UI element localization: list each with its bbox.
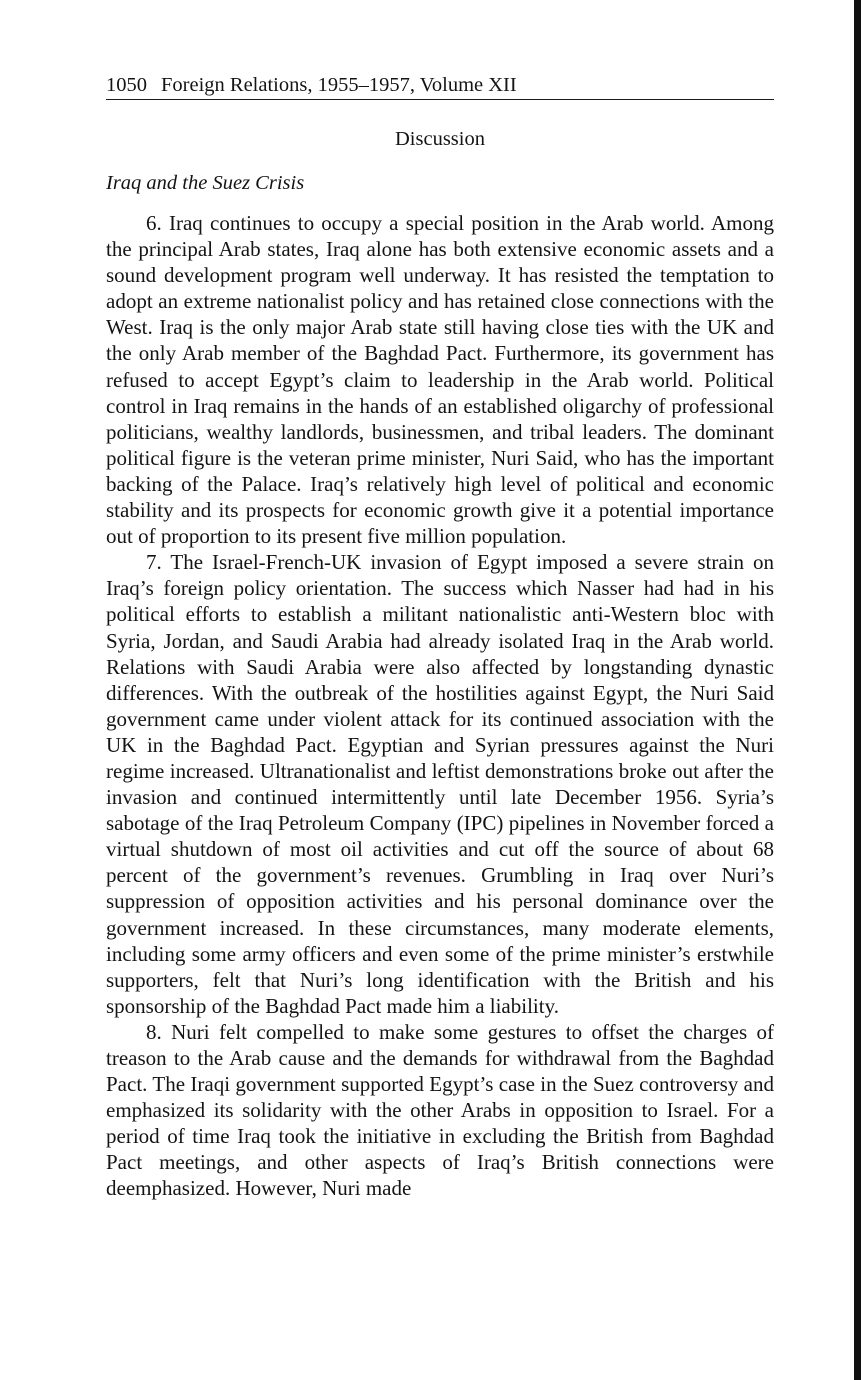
section-title: Discussion (395, 128, 485, 150)
running-header (106, 72, 774, 100)
subheading: Iraq and the Suez Crisis (106, 172, 305, 194)
page-number: 1050 (106, 74, 147, 96)
body-text (106, 210, 774, 1202)
paragraph-6: 6. Iraq continues to occupy a special position in the Arab world. Among the principal Arab states, Iraq alone has both extensive economic assets and a sound development program well underway. It has resisted the temptation to adopt an extreme nationalist policy and has retained close connections with the West. Iraq is the only major Arab state still having close ties with the UK and the only Arab member of the Baghdad Pact. Furthermore, its government has refused to accept Egypt’s claim to leadership in the Arab world. Political control in Iraq remains in the hands of an established oligarchy of professional politicians, wealthy landlords, businessmen, and tribal leaders. The dominant political figure is the veteran prime minister, Nuri Said, who has the important backing of the Palace. Iraq’s relatively high level of political and economic stability and its prospects for economic growth give it a potential importance out of proportion to its present five million population. (106, 211, 774, 549)
paragraph-8: 8. Nuri felt compelled to make some gestures to offset the charges of treason to the Arab cause and the demands for withdrawal from the Baghdad Pact. The Iraqi government supported Egypt’s case in the Suez controversy and emphasized its solidarity with the other Arabs in opposition to Israel. For a period of time Iraq took the initiative in excluding the British from Baghdad Pact meetings, and other aspects of Iraq’s British connections were deemphasized. However, Nuri made (106, 1019, 774, 1201)
paragraph-7: 7. The Israel-French-UK invasion of Egypt imposed a severe strain on Iraq’s foreign policy orientation. The success which Nasser had had in his political efforts to establish a militant nationalistic anti-Western bloc with Syria, Jordan, and Saudi Arabia had already isolated Iraq in the Arab world. Relations with Saudi Arabia were also affected by longstanding dynastic differences. With the outbreak of the hostilities against Egypt, the Nuri Said government came under violent attack for its continued association with the UK in the Baghdad Pact. Egyptian and Syrian pressures against the Nuri regime increased. Ultranationalist and leftist demonstrations broke out after the invasion and continued intermittently until late December 1956. Syria’s sabotage of the Iraq Petroleum Company (IPC) pipelines in November forced a virtual shutdown of most oil activities and cut off the source of about 68 percent of the government’s revenues. Grumbling in Iraq over Nuri’s suppression of opposition activities and his personal dominance over the government increased. In these circumstances, many moderate elements, including some army officers and even some of the prime minister’s erstwhile supporters, felt that Nuri’s long identification with the British and his sponsorship of the Baghdad Pact made him a liability. (106, 550, 774, 1018)
volume-title: Foreign Relations, 1955–1957, Volume XII (161, 74, 517, 96)
page-edge-shadow (854, 0, 861, 1380)
